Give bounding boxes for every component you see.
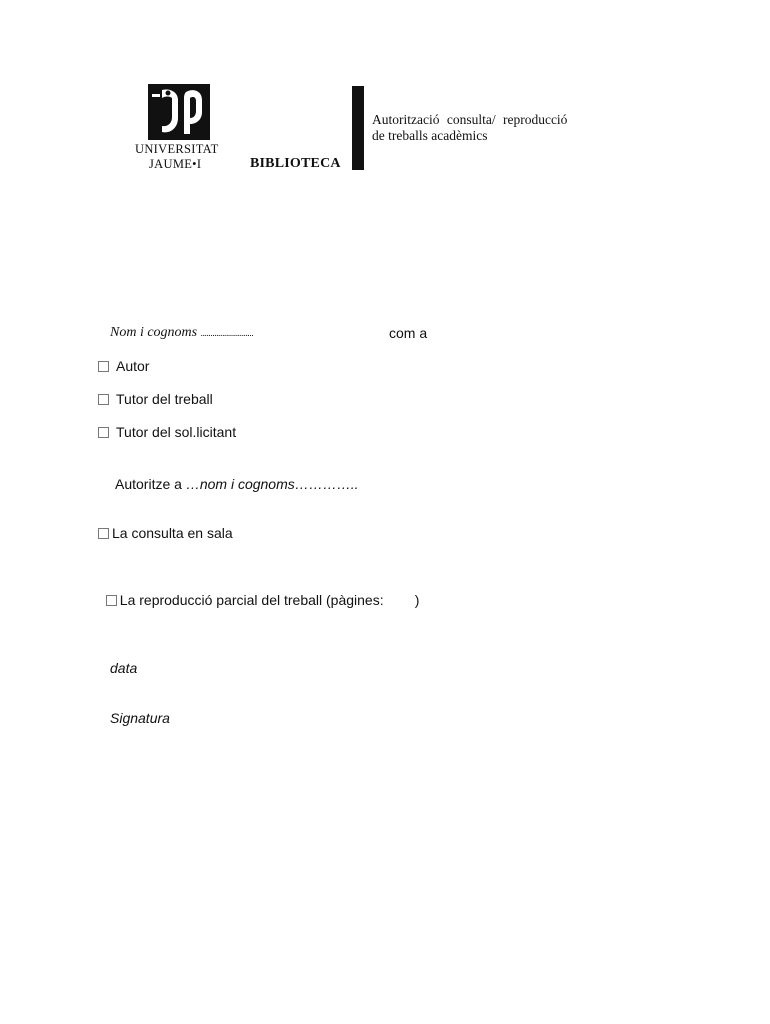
date-label: data <box>110 660 138 676</box>
checkbox-reproduccio[interactable] <box>106 595 117 606</box>
header-divider-bar <box>352 86 364 170</box>
university-emblem-icon <box>148 84 210 140</box>
authorize-line[interactable] <box>115 476 359 492</box>
document-title <box>372 112 602 144</box>
permission-option-reproduccio[interactable] <box>98 576 419 608</box>
checkbox-consulta[interactable] <box>98 528 109 539</box>
name-fill-line[interactable]: ........................... <box>200 328 254 338</box>
role-option-tutor-solicitant[interactable] <box>98 424 236 440</box>
checkbox-tutor-solicitant[interactable] <box>98 427 109 438</box>
document-title-line2: de treballs acadèmics <box>372 128 488 143</box>
role-label: Tutor del treball <box>116 391 213 407</box>
role-prompt: com a <box>389 325 428 341</box>
permission-label: La consulta en sala <box>112 525 233 541</box>
university-name-line1: UNIVERSITAT <box>135 142 219 156</box>
role-label: Tutor del sol.licitant <box>116 424 237 440</box>
name-field[interactable] <box>110 325 253 341</box>
checkbox-tutor-treball[interactable] <box>98 394 109 405</box>
checkbox-autor[interactable] <box>98 361 109 372</box>
role-option-tutor-treball[interactable] <box>98 391 213 407</box>
signature-label: Signatura <box>110 710 170 726</box>
authorize-name-field[interactable]: …nom i cognoms………….. <box>185 476 359 492</box>
permission-label: La reproducció parcial del treball (pàgines: ) <box>119 592 420 608</box>
role-label: Autor <box>116 358 150 374</box>
document-title-line1: Autorització consulta/ reproducció <box>372 112 568 127</box>
library-label: BIBLIOTECA <box>250 156 341 171</box>
permission-option-consulta[interactable] <box>98 525 233 541</box>
authorize-prefix: Autoritze a <box>115 476 182 492</box>
university-logo <box>135 84 227 174</box>
university-name-line2: JAUME•I <box>149 157 202 171</box>
name-label: Nom i cognoms <box>110 325 198 340</box>
role-option-autor[interactable] <box>98 358 149 374</box>
